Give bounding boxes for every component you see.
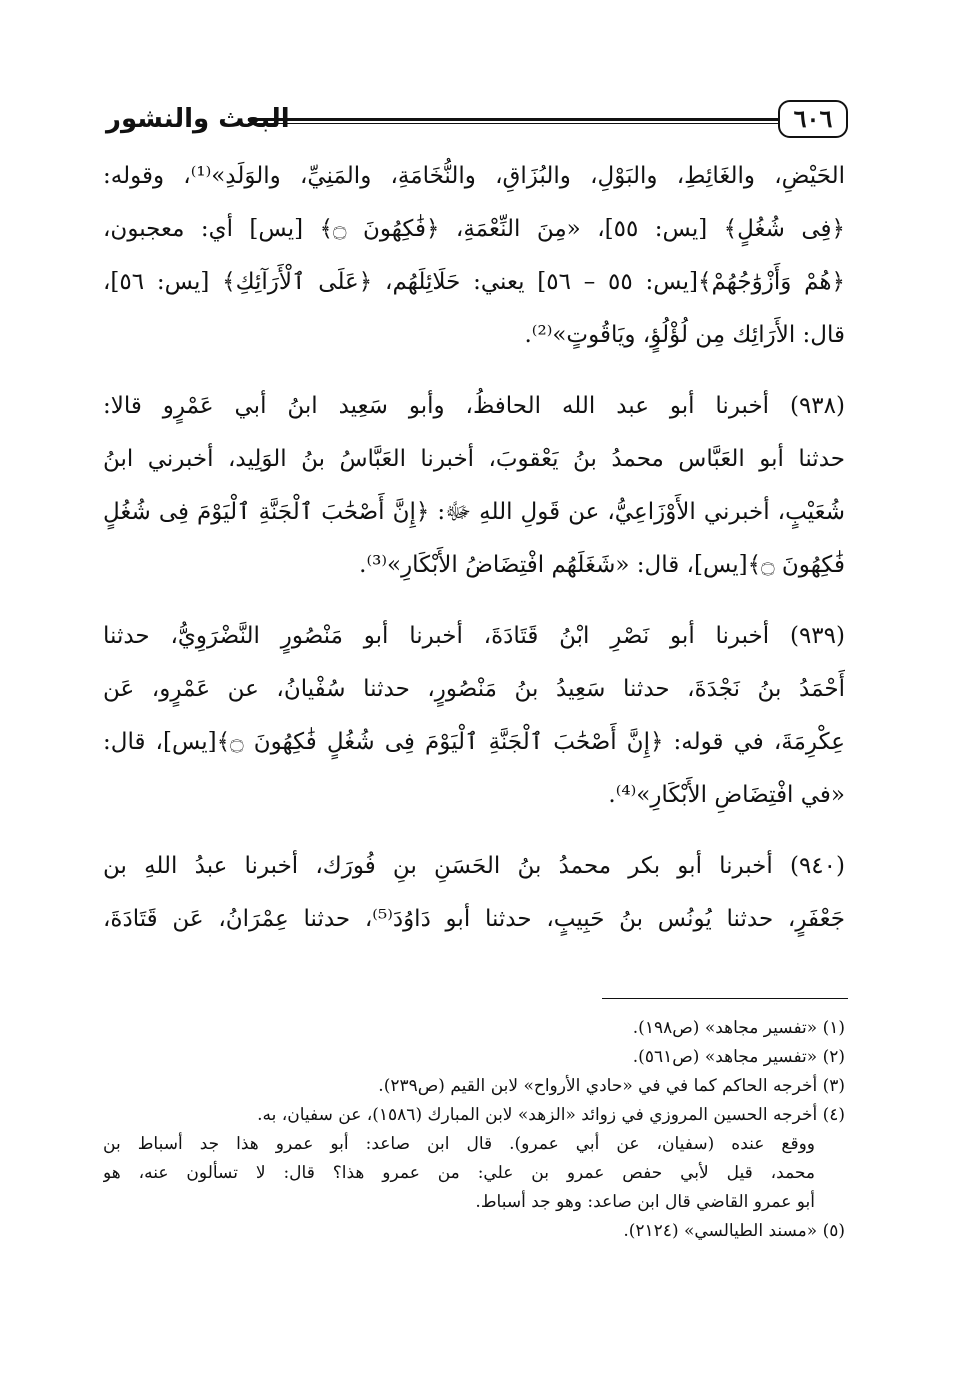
paragraph-gap	[103, 362, 845, 380]
text-line: ﴿هُمْ وَأَزْوَٰجُهُمْ﴾[يس: ٥٥ – ٥٦] يعني: حَلَائِلَهُم، ﴿عَلَى ٱلْأَرَآئِكِ﴾ [يس: ٥٦]،	[103, 269, 845, 295]
footnote-4-continued: محمد، قيل لأبي حفص عمرو بن علي: من عمرو هذا؟ قال: لا تسألون عنه، هو	[103, 1163, 815, 1183]
footnote-4: (٤) أخرجه الحسين المروزي في زوائد «الزهد» لابن المبارك (١٥٨٦)، عن سفيان، به.	[257, 1105, 845, 1125]
paragraph-gap	[103, 592, 845, 610]
header-rule	[248, 118, 783, 124]
text-line-hadith-940: (٩٤٠) أخبرنا أبو بكر محمدُ بنُ الحَسَنِ بنِ فُورَك، أخبرنا عبدُ اللهِ بن	[103, 853, 845, 879]
footnote-4-continued: أبو عمرو القاضي قال ابن صاعد: وهو جد أسباط.	[475, 1192, 815, 1212]
footnote-4-continued: ووقع عنده (سفيان، عن أبي عمرو). قال ابن صاعد: أبو عمرو هذا جد أسباط بن	[103, 1134, 815, 1154]
text-line: قال: الأَرَائِك مِن لُؤْلُؤٍ، ويَاقُوتٍ»⁽²⁾.	[524, 322, 845, 348]
text-line-hadith-938: (٩٣٨) أخبرنا أبو عبد الله الحافظُ، وأبو سَعِيد ابنُ أبي عَمْرٍو قالا:	[103, 393, 845, 419]
paragraph-gap	[103, 822, 845, 840]
text-line: حدثنا أبو العَبَّاس محمدُ بنُ يَعْقوبَ، أخبرنا العَبَّاسُ بنُ الوَلِيد، أخبرني ابنُ	[103, 446, 845, 472]
text-line: فَٰكِهُونَ ۝﴾[يس]، قال: «شَغَلَهُم افْتِضَاضُ الأَبْكَارِ»⁽³⁾.	[359, 552, 845, 578]
text-line: أَحْمَدُ بنُ نَجْدَةَ، حدثنا سَعِيدُ بنُ مَنْصُورٍ، حدثنا سُفْيانُ، عن عَمْرٍو، عَن	[103, 676, 845, 702]
main-text	[103, 150, 845, 946]
footnote-3: (٣) أخرجه الحاكم كما في في «حادي الأرواح» لابن القيم (ص٢٣٩).	[378, 1076, 845, 1096]
text-line-hadith-939: (٩٣٩) أخبرنا أبو نَصْرِ ابْنُ قَتَادَةَ، أخبرنا أبو مَنْصُورٍ النَّضْرَوِيُّ، حدثنا	[103, 623, 845, 649]
footnotes	[103, 1014, 845, 1246]
text-line: ﴿فِى شُغُلٍ﴾ [يس: ٥٥]، «مِنَ النِّعْمَةِ، ﴿فَٰكِهُونَ ۝﴾ [يس] أي: معجبون،	[103, 216, 845, 242]
page-header	[100, 100, 850, 142]
text-line: الحَيْضِ، والغَائِطِ، والبَوْلِ، والبُزَاقِ، والنُّخَامَةِ، والمَنِيِّ، والوَلَدِ»⁽¹⁾، وقوله:	[103, 163, 845, 189]
footnote-2: (٢) «تفسير مجاهد» (ص٥٦١).	[632, 1047, 845, 1067]
text-line: «في افْتِضَاضِ الأَبْكَارِ»⁽⁴⁾.	[608, 782, 845, 808]
page-number: ٦٠٦	[778, 100, 848, 138]
footnote-separator	[602, 998, 848, 999]
footnote-5: (٥) «مسند الطيالسي» (٢١٢٤).	[623, 1221, 845, 1241]
footnote-1: (١) «تفسير مجاهد» (ص١٩٨).	[632, 1018, 845, 1038]
text-line: جَعْفَرٍ، حدثنا يُونُس بنُ حَبِيبٍ، حدثنا أبو دَاوُدَ⁽⁵⁾، حدثنا عِمْرَانُ، عَن قَتَادَةَ،	[103, 906, 845, 932]
text-line: شُعَيْبٍ، أخبرني الأَوْزَاعِيُّ، عن قَولِ اللهِ ﷻ: ﴿إِنَّ أَصْحَٰبَ ٱلْجَنَّةِ ٱلْيَوْمَ فِى شُغُلٍ	[103, 499, 845, 525]
book-title: البعث والنشور	[106, 104, 290, 134]
text-line: عِكْرِمَةَ، في قوله: ﴿إِنَّ أَصْحَٰبَ ٱلْجَنَّةِ ٱلْيَوْمَ فِى شُغُلٍ فَٰكِهُونَ ۝﴾[يس]، قال:	[103, 729, 845, 755]
